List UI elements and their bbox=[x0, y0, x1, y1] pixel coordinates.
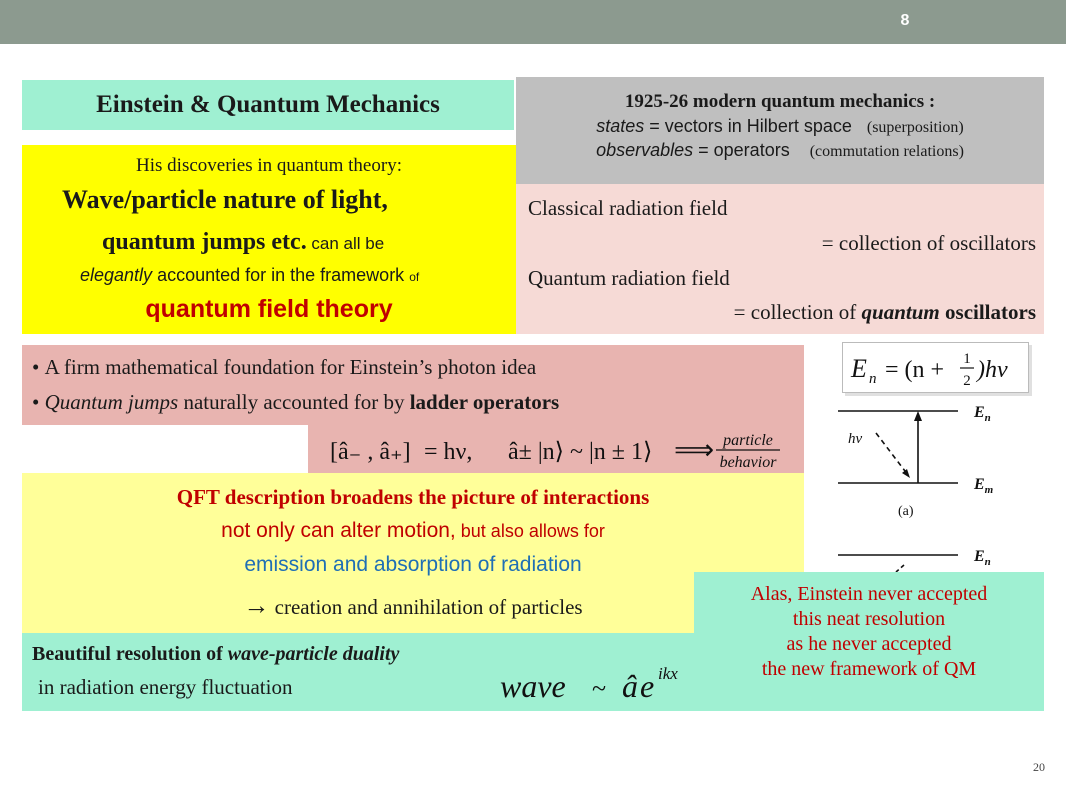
quantum-def-prefix: = collection of bbox=[733, 300, 862, 324]
wave-a-hat: â bbox=[622, 668, 638, 704]
qft-phrase: quantum field theory bbox=[145, 295, 393, 323]
energy-n-sub: n bbox=[869, 371, 877, 387]
bullets-box bbox=[22, 345, 804, 425]
energy-level-diagram bbox=[808, 395, 1044, 572]
energy-eq: = (n + bbox=[885, 357, 945, 383]
observables-def: = operators bbox=[693, 140, 790, 160]
bullet-jumps-em: Quantum jumps bbox=[44, 390, 179, 414]
observables-note: (commutation relations) bbox=[809, 143, 964, 160]
arrow-head-photon bbox=[902, 469, 910, 478]
discoveries-line1: Wave/particle nature of light, bbox=[62, 185, 388, 214]
page-title: Einstein & Quantum Mechanics bbox=[96, 91, 440, 118]
energy-half-den: 2 bbox=[963, 373, 971, 389]
classical-field-def: = collection of oscillators bbox=[821, 231, 1036, 255]
wave-word: wave bbox=[500, 668, 566, 704]
quantum-field: Quantum radiation field bbox=[528, 266, 730, 290]
arrow-head-up bbox=[914, 411, 922, 421]
discoveries-box bbox=[22, 145, 516, 334]
quantum-def-suffix: oscillators bbox=[939, 300, 1036, 324]
observables-term: observables bbox=[596, 140, 694, 160]
slide-number: 8 bbox=[900, 12, 910, 29]
frac-numerator: particle bbox=[723, 432, 773, 449]
alas-line3: as he never accepted bbox=[786, 633, 952, 655]
qft-box bbox=[22, 473, 804, 633]
bullet-jumps-mid: naturally accounted for by bbox=[178, 390, 410, 414]
wave-exponent: ikx bbox=[658, 664, 678, 683]
alas-line1: Alas, Einstein never accepted bbox=[750, 583, 988, 605]
arrow-symbol: → bbox=[243, 591, 270, 620]
alas-box bbox=[694, 572, 1044, 711]
wave-e: e bbox=[640, 668, 655, 704]
energy-level-svg bbox=[808, 395, 1044, 572]
qm-observables-line bbox=[516, 140, 1044, 161]
alas-line2: this neat resolution bbox=[792, 608, 946, 630]
photon-dashed-lower bbox=[896, 565, 904, 572]
qft-line4-text: creation and annihilation of particles bbox=[269, 595, 583, 619]
photon-dashed bbox=[876, 433, 908, 475]
bullet-jumps: • Quantum jumps naturally accounted for by ladder operators bbox=[32, 390, 560, 414]
classical-field: Classical radiation field bbox=[528, 196, 728, 220]
commutator-lhs: [â₋ , â₊] bbox=[330, 439, 411, 465]
qft-line3: emission and absorption of radiation bbox=[244, 553, 582, 576]
wave-formula bbox=[496, 657, 696, 709]
discoveries-intro: His discoveries in quantum theory: bbox=[136, 155, 402, 176]
discoveries-line3-rest: accounted for in the framework bbox=[152, 265, 410, 285]
qft-line2-b: but also allows for bbox=[455, 521, 605, 541]
qft-line1: QFT description broadens the picture of interactions bbox=[176, 485, 650, 509]
label-em: $E_m$ bbox=[974, 476, 994, 496]
elegantly-word: elegantly bbox=[80, 265, 153, 285]
bullet-photon: • A firm mathematical foundation for Einstein’s photon idea bbox=[32, 355, 537, 379]
page-number: 20 bbox=[1033, 760, 1045, 774]
discoveries-line2-small: can all be bbox=[306, 234, 385, 253]
discoveries-of: of bbox=[409, 270, 420, 284]
qft-line2 bbox=[22, 519, 804, 543]
discoveries-line2-main: quantum jumps etc. bbox=[102, 229, 307, 255]
label-en-upper: $E_n$ bbox=[974, 404, 991, 424]
energy-formula-box bbox=[842, 342, 1029, 393]
alas-line4: the new framework of QM bbox=[761, 658, 977, 680]
radiation-box bbox=[516, 184, 1044, 334]
ladder-formula-svg bbox=[308, 425, 804, 473]
qm-heading: 1925-26 modern quantum mechanics : bbox=[624, 91, 936, 112]
qft-line4 bbox=[22, 591, 804, 621]
qm-states-line bbox=[516, 116, 1044, 137]
commutator-rhs: = hν, bbox=[424, 439, 473, 465]
frac-denominator: behavior bbox=[719, 454, 777, 471]
qm-box bbox=[516, 77, 1044, 184]
energy-half-num: 1 bbox=[963, 351, 971, 367]
discoveries-line2 bbox=[102, 229, 384, 256]
qft-line2-a: not only can alter motion, bbox=[221, 519, 456, 542]
states-def: = vectors in Hilbert space bbox=[644, 116, 852, 136]
bullet-jumps-bold: ladder operators bbox=[409, 390, 560, 414]
energy-E: E bbox=[851, 354, 867, 383]
duality-line2: in radiation energy fluctuation bbox=[38, 675, 293, 699]
ladder-formula bbox=[308, 425, 804, 473]
implies-symbol: ⟹ bbox=[674, 435, 715, 466]
label-en-lower: $E_n$ bbox=[974, 548, 991, 568]
duality-line1 bbox=[32, 643, 399, 666]
energy-tail: )hν bbox=[977, 357, 1008, 383]
wave-tilde: ~ bbox=[592, 674, 607, 703]
energy-formula-svg bbox=[843, 343, 1030, 394]
title-box bbox=[22, 80, 514, 130]
states-term: states bbox=[596, 116, 645, 136]
ladder-action: â± |n⟩ ~ |n ± 1⟩ bbox=[508, 439, 653, 465]
duality-em: wave-particle duality bbox=[227, 643, 400, 665]
caption-a: (a) bbox=[898, 504, 914, 519]
discoveries-line3 bbox=[80, 265, 419, 286]
duality-line1-a: Beautiful resolution of bbox=[32, 643, 228, 665]
bullet-photon-text: A firm mathematical foundation for Einstein’s photon idea bbox=[44, 355, 537, 379]
label-hv: hν bbox=[848, 431, 863, 447]
quantum-def-em: quantum bbox=[861, 300, 940, 324]
states-note: (superposition) bbox=[866, 119, 964, 136]
quantum-field-def bbox=[734, 300, 1036, 325]
